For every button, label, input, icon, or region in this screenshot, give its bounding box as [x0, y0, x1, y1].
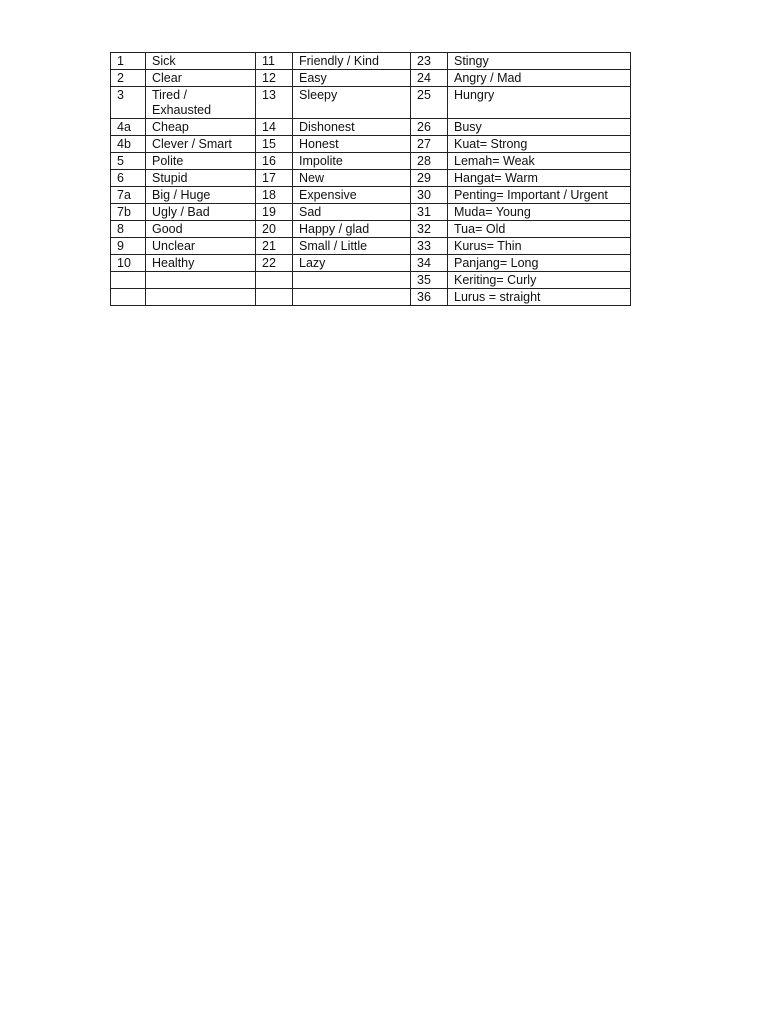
number-cell: 9 [111, 238, 146, 255]
number-cell: 31 [411, 204, 448, 221]
number-cell: 2 [111, 70, 146, 87]
word-cell: Panjang= Long [448, 255, 631, 272]
number-cell: 16 [256, 153, 293, 170]
number-cell [256, 272, 293, 289]
number-cell: 4b [111, 136, 146, 153]
number-cell [111, 272, 146, 289]
word-cell: Clever / Smart [146, 136, 256, 153]
table-row [111, 221, 631, 238]
word-cell: Sleepy [293, 87, 411, 119]
word-cell [293, 272, 411, 289]
word-cell [146, 289, 256, 306]
word-cell: Honest [293, 136, 411, 153]
word-cell: Expensive [293, 187, 411, 204]
word-cell: Angry / Mad [448, 70, 631, 87]
word-cell: Lurus = straight [448, 289, 631, 306]
vocabulary-table-body [111, 53, 631, 306]
word-cell: Friendly / Kind [293, 53, 411, 70]
word-cell: Unclear [146, 238, 256, 255]
word-cell: Hangat= Warm [448, 170, 631, 187]
word-cell: Kurus= Thin [448, 238, 631, 255]
number-cell [256, 289, 293, 306]
word-cell: Tired / Exhausted [146, 87, 256, 119]
word-cell: Lazy [293, 255, 411, 272]
table-row [111, 255, 631, 272]
number-cell: 33 [411, 238, 448, 255]
number-cell [111, 289, 146, 306]
number-cell: 7b [111, 204, 146, 221]
number-cell: 12 [256, 70, 293, 87]
table-row [111, 153, 631, 170]
word-cell: New [293, 170, 411, 187]
word-cell: Tua= Old [448, 221, 631, 238]
table-row [111, 238, 631, 255]
word-cell: Dishonest [293, 119, 411, 136]
word-cell: Easy [293, 70, 411, 87]
number-cell: 10 [111, 255, 146, 272]
number-cell: 34 [411, 255, 448, 272]
number-cell: 18 [256, 187, 293, 204]
table-row [111, 289, 631, 306]
number-cell: 22 [256, 255, 293, 272]
number-cell: 27 [411, 136, 448, 153]
word-cell: Stupid [146, 170, 256, 187]
number-cell: 26 [411, 119, 448, 136]
word-cell: Keriting= Curly [448, 272, 631, 289]
number-cell: 20 [256, 221, 293, 238]
word-cell: Happy / glad [293, 221, 411, 238]
number-cell: 28 [411, 153, 448, 170]
table-row [111, 187, 631, 204]
word-cell: Big / Huge [146, 187, 256, 204]
word-cell: Impolite [293, 153, 411, 170]
number-cell: 1 [111, 53, 146, 70]
word-cell: Healthy [146, 255, 256, 272]
table-row [111, 70, 631, 87]
word-cell: Lemah= Weak [448, 153, 631, 170]
number-cell: 35 [411, 272, 448, 289]
number-cell: 21 [256, 238, 293, 255]
word-cell [293, 289, 411, 306]
number-cell: 32 [411, 221, 448, 238]
word-cell: Clear [146, 70, 256, 87]
word-cell: Sad [293, 204, 411, 221]
number-cell: 7a [111, 187, 146, 204]
word-cell: Cheap [146, 119, 256, 136]
number-cell: 36 [411, 289, 448, 306]
word-cell: Penting= Important / Urgent [448, 187, 631, 204]
table-row [111, 170, 631, 187]
word-cell: Good [146, 221, 256, 238]
number-cell: 23 [411, 53, 448, 70]
number-cell: 13 [256, 87, 293, 119]
word-cell: Kuat= Strong [448, 136, 631, 153]
table-row [111, 272, 631, 289]
number-cell: 24 [411, 70, 448, 87]
word-cell: Hungry [448, 87, 631, 119]
table-row [111, 136, 631, 153]
number-cell: 6 [111, 170, 146, 187]
word-cell [146, 272, 256, 289]
word-cell: Stingy [448, 53, 631, 70]
number-cell: 25 [411, 87, 448, 119]
table-row [111, 204, 631, 221]
number-cell: 3 [111, 87, 146, 119]
number-cell: 17 [256, 170, 293, 187]
word-cell: Polite [146, 153, 256, 170]
number-cell: 30 [411, 187, 448, 204]
table-row [111, 53, 631, 70]
number-cell: 11 [256, 53, 293, 70]
number-cell: 4a [111, 119, 146, 136]
number-cell: 15 [256, 136, 293, 153]
number-cell: 14 [256, 119, 293, 136]
word-cell: Muda= Young [448, 204, 631, 221]
number-cell: 29 [411, 170, 448, 187]
number-cell: 5 [111, 153, 146, 170]
word-cell: Ugly / Bad [146, 204, 256, 221]
number-cell: 19 [256, 204, 293, 221]
word-cell: Small / Little [293, 238, 411, 255]
number-cell: 8 [111, 221, 146, 238]
word-cell: Busy [448, 119, 631, 136]
table-row [111, 87, 631, 119]
word-cell: Sick [146, 53, 256, 70]
table-row [111, 119, 631, 136]
vocabulary-table [110, 52, 631, 306]
